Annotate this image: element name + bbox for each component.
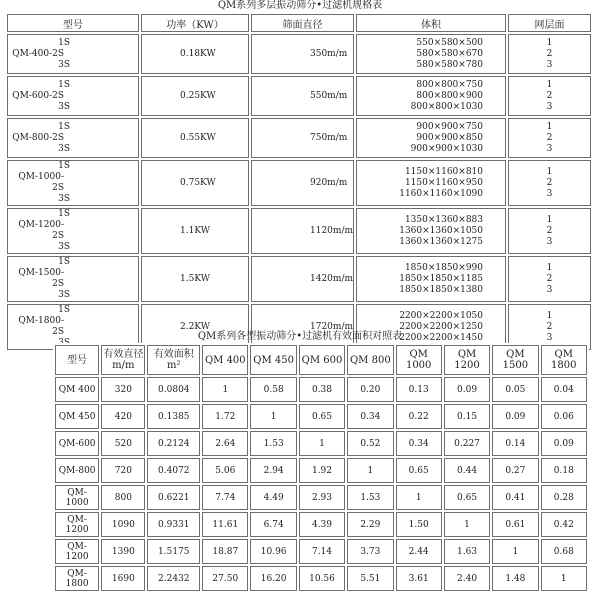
area-value-cell: 2.29 xyxy=(347,512,393,537)
volume-cell xyxy=(356,208,506,254)
area-header-cell: QM 400 xyxy=(202,345,248,375)
area-value-cell: 720 xyxy=(101,458,145,483)
diameter-cell: 550m/m xyxy=(251,76,354,116)
model-cell xyxy=(7,208,139,254)
layer-line: 1 xyxy=(546,262,553,273)
layer-line: 2 xyxy=(546,90,553,101)
diameter-cell: 1120m/m xyxy=(251,208,354,254)
area-value-cell: 1.53 xyxy=(347,485,393,510)
area-value-cell: 2.64 xyxy=(202,431,248,456)
area-value-cell: 0.38 xyxy=(299,377,345,402)
area-value-cell: 1 xyxy=(347,458,393,483)
area-value-cell: 18.87 xyxy=(202,539,248,564)
area-value-cell: 2.44 xyxy=(396,539,442,564)
layer-line: 2 xyxy=(546,132,553,143)
area-value-cell: 2.93 xyxy=(299,485,345,510)
area-value-cell: 0.13 xyxy=(396,377,442,402)
volume-cell xyxy=(356,256,506,302)
volume-line: 1350×1360×883 xyxy=(404,214,484,225)
area-value-cell: 1.72 xyxy=(202,404,248,429)
area-value-cell: 1.48 xyxy=(492,566,538,591)
volume-line: 2200×2200×1450 xyxy=(399,332,484,343)
layer-line: 1 xyxy=(546,214,553,225)
model-line: QM-800-2S xyxy=(12,132,64,143)
area-table-row xyxy=(55,539,587,564)
area-value-cell: 16.20 xyxy=(250,566,296,591)
volume-line: 1150×1160×810 xyxy=(404,166,484,177)
layer-line: 2 xyxy=(546,321,553,332)
volume-cell xyxy=(356,118,506,158)
volume-line: 800×800×900 xyxy=(416,90,484,101)
header-diameter: 筛面直径 xyxy=(251,14,354,32)
layer-line: 1 xyxy=(546,121,553,132)
area-value-cell: 0.14 xyxy=(492,431,538,456)
model-line: 3S xyxy=(58,290,70,300)
model-line: 1S xyxy=(58,161,70,171)
layer-line: 2 xyxy=(546,48,553,59)
area-model-cell: QM-1800 xyxy=(55,566,99,591)
model-cell xyxy=(7,160,139,206)
area-value-cell: 0.52 xyxy=(347,431,393,456)
area-table-header-row xyxy=(55,345,587,375)
diameter-cell: 750m/m xyxy=(251,118,354,158)
area-value-cell: 0.9331 xyxy=(147,512,200,537)
area-value-cell: 0.09 xyxy=(541,431,587,456)
area-value-cell: 2.94 xyxy=(250,458,296,483)
area-value-cell: 0.28 xyxy=(541,485,587,510)
layers-cell xyxy=(508,34,591,74)
area-value-cell: 1.5175 xyxy=(147,539,200,564)
area-model-cell: QM-1200 xyxy=(55,539,99,564)
area-header-cell: QM 1800 xyxy=(541,345,587,375)
area-value-cell: 0.42 xyxy=(541,512,587,537)
spec-table-title: QM系列多层振动筛分•过滤机规格表 xyxy=(217,0,383,11)
volume-line: 900×900×1030 xyxy=(410,143,484,154)
area-value-cell: 6.74 xyxy=(250,512,296,537)
layer-line: 1 xyxy=(546,166,553,177)
area-model-cell: QM 450 xyxy=(55,404,99,429)
area-value-cell: 5.51 xyxy=(347,566,393,591)
area-table-row xyxy=(55,566,587,591)
area-value-cell: 1.92 xyxy=(299,458,345,483)
area-value-cell: 1 xyxy=(492,539,538,564)
layers-cell xyxy=(508,118,591,158)
spec-table-row xyxy=(7,160,591,206)
model-line: 1S xyxy=(58,121,70,132)
diameter-cell: 350m/m xyxy=(251,34,354,74)
area-value-cell: 1090 xyxy=(101,512,145,537)
volume-line: 900×900×850 xyxy=(416,132,484,143)
area-value-cell: 0.65 xyxy=(444,485,490,510)
area-value-cell: 1 xyxy=(444,512,490,537)
layer-line: 2 xyxy=(546,225,553,236)
area-value-cell: 4.49 xyxy=(250,485,296,510)
area-value-cell: 1.63 xyxy=(444,539,490,564)
power-cell: 1.1KW xyxy=(141,208,249,254)
model-cell xyxy=(7,34,139,74)
area-value-cell: 0.6221 xyxy=(147,485,200,510)
volume-cell xyxy=(356,76,506,116)
volume-line: 580×580×670 xyxy=(416,48,484,59)
area-table-row xyxy=(55,512,587,537)
layer-line: 3 xyxy=(546,332,553,343)
area-value-cell: 320 xyxy=(101,377,145,402)
area-value-cell: 800 xyxy=(101,485,145,510)
area-model-cell: QM-1000 xyxy=(55,485,99,510)
area-header-cell: 有效面积 m² xyxy=(147,345,200,375)
power-cell: 0.75KW xyxy=(141,160,249,206)
spec-table-row xyxy=(7,34,591,74)
area-value-cell: 2.40 xyxy=(444,566,490,591)
area-header-cell: 型号 xyxy=(55,345,99,375)
power-cell: 1.5KW xyxy=(141,256,249,302)
layers-cell xyxy=(508,76,591,116)
header-power: 功率（KW） xyxy=(141,14,249,32)
volume-line: 1850×1850×1380 xyxy=(399,284,484,295)
area-value-cell: 4.39 xyxy=(299,512,345,537)
model-line: 1S xyxy=(58,257,70,267)
area-header-cell: QM 1500 xyxy=(492,345,538,375)
area-table-row xyxy=(55,431,587,456)
volume-line: 1360×1360×1275 xyxy=(399,236,484,247)
area-value-cell: 1 xyxy=(250,404,296,429)
area-value-cell: 10.96 xyxy=(250,539,296,564)
area-value-cell: 0.4072 xyxy=(147,458,200,483)
area-table-row xyxy=(55,485,587,510)
area-model-cell: QM-1200 xyxy=(55,512,99,537)
area-value-cell: 1 xyxy=(202,377,248,402)
area-value-cell: 0.61 xyxy=(492,512,538,537)
area-value-cell: 0.09 xyxy=(492,404,538,429)
volume-line: 1160×1160×1090 xyxy=(399,188,484,199)
volume-line: 2200×2200×1050 xyxy=(399,310,484,321)
header-volume: 体积 xyxy=(356,14,506,32)
area-value-cell: 0.06 xyxy=(541,404,587,429)
spec-table-row xyxy=(7,118,591,158)
volume-line: 1850×1850×1185 xyxy=(399,273,484,284)
layer-line: 1 xyxy=(546,79,553,90)
diameter-cell: 1420m/m xyxy=(251,256,354,302)
layer-line: 3 xyxy=(546,188,553,199)
area-value-cell: 1 xyxy=(396,485,442,510)
layer-line: 2 xyxy=(546,273,553,284)
area-value-cell: 0.22 xyxy=(396,404,442,429)
area-value-cell: 7.14 xyxy=(299,539,345,564)
model-line: QM-600-2S xyxy=(12,90,64,101)
area-value-cell: 0.18 xyxy=(541,458,587,483)
model-line: QM-400-2S xyxy=(12,48,64,59)
model-line: 3S xyxy=(58,143,70,154)
area-value-cell: 1 xyxy=(299,431,345,456)
diameter-cell: 920m/m xyxy=(251,160,354,206)
volume-line: 900×900×750 xyxy=(416,121,484,132)
area-table xyxy=(53,343,589,593)
volume-line: 2200×2200×1250 xyxy=(399,321,484,332)
area-value-cell: 0.04 xyxy=(541,377,587,402)
area-model-cell: QM-800 xyxy=(55,458,99,483)
volume-line: 1360×1360×1050 xyxy=(399,225,484,236)
area-value-cell: 10.56 xyxy=(299,566,345,591)
area-value-cell: 1390 xyxy=(101,539,145,564)
layer-line: 3 xyxy=(546,236,553,247)
model-line: QM-1000-2S xyxy=(18,172,64,193)
area-table-row xyxy=(55,458,587,483)
area-table-row xyxy=(55,404,587,429)
model-line: 3S xyxy=(58,242,70,252)
volume-line: 550×580×500 xyxy=(416,37,484,48)
area-value-cell: 0.65 xyxy=(396,458,442,483)
area-model-cell: QM-600 xyxy=(55,431,99,456)
area-value-cell: 0.05 xyxy=(492,377,538,402)
area-table-title: QM系列各型振动筛分•过滤机有效面积对照表 xyxy=(197,331,403,342)
layer-line: 2 xyxy=(546,177,553,188)
volume-line: 800×800×750 xyxy=(416,79,484,90)
model-line: 3S xyxy=(58,194,70,204)
layer-line: 3 xyxy=(546,59,553,70)
area-header-cell: QM 600 xyxy=(299,345,345,375)
area-value-cell: 0.2124 xyxy=(147,431,200,456)
spec-table-header-row xyxy=(7,14,591,32)
layer-line: 1 xyxy=(546,310,553,321)
model-line: 1S xyxy=(58,37,70,48)
area-value-cell: 3.61 xyxy=(396,566,442,591)
area-value-cell: 5.06 xyxy=(202,458,248,483)
layer-line: 1 xyxy=(546,37,553,48)
layer-line: 3 xyxy=(546,101,553,112)
model-cell xyxy=(7,256,139,302)
area-value-cell: 520 xyxy=(101,431,145,456)
model-line: 1S xyxy=(58,209,70,219)
area-value-cell: 0.15 xyxy=(444,404,490,429)
power-cell: 0.18KW xyxy=(141,34,249,74)
area-value-cell: 0.34 xyxy=(396,431,442,456)
volume-line: 1150×1160×950 xyxy=(404,177,484,188)
diameter-cell: 1720m/m xyxy=(251,304,354,350)
area-value-cell: 0.44 xyxy=(444,458,490,483)
model-cell xyxy=(7,118,139,158)
model-line: QM-1800-2S xyxy=(18,316,64,337)
header-model: 型号 xyxy=(7,14,139,32)
area-value-cell: 7.74 xyxy=(202,485,248,510)
volume-cell xyxy=(356,34,506,74)
area-value-cell: 0.227 xyxy=(444,431,490,456)
area-header-cell: QM 450 xyxy=(250,345,296,375)
area-value-cell: 0.1385 xyxy=(147,404,200,429)
model-line: 3S xyxy=(58,101,70,112)
area-table-row xyxy=(55,377,587,402)
area-value-cell: 0.27 xyxy=(492,458,538,483)
area-value-cell: 0.09 xyxy=(444,377,490,402)
area-header-cell: 有效直径 m/m xyxy=(101,345,145,375)
volume-line: 1850×1850×990 xyxy=(404,262,484,273)
layer-line: 3 xyxy=(546,284,553,295)
power-cell: 0.55KW xyxy=(141,118,249,158)
area-value-cell: 11.61 xyxy=(202,512,248,537)
spec-table xyxy=(5,12,593,352)
area-value-cell: 420 xyxy=(101,404,145,429)
area-value-cell: 27.50 xyxy=(202,566,248,591)
area-header-cell: QM 1000 xyxy=(396,345,442,375)
area-value-cell: 0.34 xyxy=(347,404,393,429)
area-value-cell: 0.58 xyxy=(250,377,296,402)
layers-cell xyxy=(508,256,591,302)
area-value-cell: 1.53 xyxy=(250,431,296,456)
volume-line: 800×800×1030 xyxy=(410,101,484,112)
model-line: QM-1500-2S xyxy=(18,268,64,289)
area-model-cell: QM 400 xyxy=(55,377,99,402)
area-value-cell: 1690 xyxy=(101,566,145,591)
power-cell: 2.2KW xyxy=(141,304,249,350)
model-line: QM-1200-2S xyxy=(18,220,64,241)
layers-cell xyxy=(508,160,591,206)
model-line: 3S xyxy=(58,59,70,70)
power-cell: 0.25KW xyxy=(141,76,249,116)
spec-table-row xyxy=(7,256,591,302)
area-value-cell: 1 xyxy=(541,566,587,591)
model-line: 1S xyxy=(58,305,70,315)
model-cell xyxy=(7,76,139,116)
area-value-cell: 0.41 xyxy=(492,485,538,510)
area-value-cell: 0.20 xyxy=(347,377,393,402)
layer-line: 3 xyxy=(546,143,553,154)
header-layers: 网层面 xyxy=(508,14,591,32)
area-value-cell: 0.65 xyxy=(299,404,345,429)
volume-line: 580×580×780 xyxy=(416,59,484,70)
area-value-cell: 0.0804 xyxy=(147,377,200,402)
spec-table-row xyxy=(7,208,591,254)
area-value-cell: 1.50 xyxy=(396,512,442,537)
volume-cell xyxy=(356,160,506,206)
spec-table-row xyxy=(7,76,591,116)
model-line: 1S xyxy=(58,79,70,90)
layers-cell xyxy=(508,208,591,254)
area-value-cell: 0.68 xyxy=(541,539,587,564)
area-header-cell: QM 800 xyxy=(347,345,393,375)
area-header-cell: QM 1200 xyxy=(444,345,490,375)
area-value-cell: 2.2432 xyxy=(147,566,200,591)
area-value-cell: 3.73 xyxy=(347,539,393,564)
